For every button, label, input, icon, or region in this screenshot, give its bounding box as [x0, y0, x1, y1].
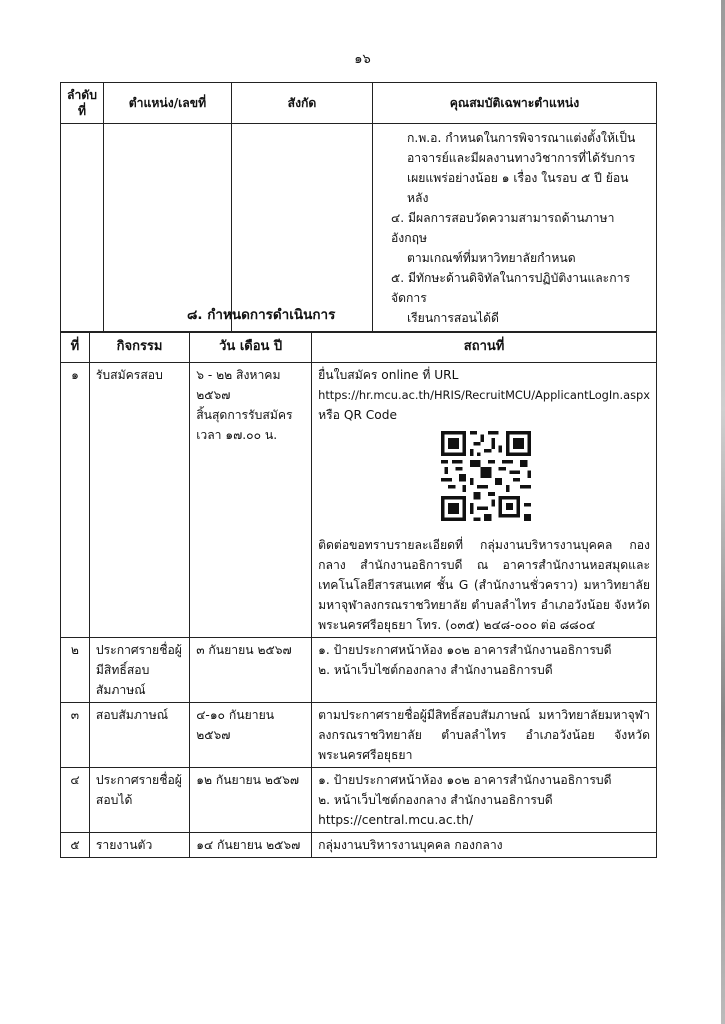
- date-line: เวลา ๑๗.๐๐ น.: [196, 428, 278, 442]
- qual-line: เรียนการสอนได้ดี: [406, 311, 499, 325]
- cell-position: [103, 124, 231, 333]
- qual-line: ก.พ.อ. กำหนดในการพิจารณาแต่งตั้งให้เป็น: [406, 131, 636, 145]
- row-activity: รายงานตัว: [89, 833, 189, 858]
- table-header-row: [61, 332, 657, 363]
- col-no: ที่: [61, 332, 90, 363]
- qualification-table: [60, 82, 657, 333]
- place-line: ๒. หน้าเว็บไซต์กองกลาง สำนักงานอธิการบดี: [318, 793, 553, 807]
- cell-qualification: [372, 124, 656, 333]
- col-qualification: คุณสมบัติเฉพาะตำแหน่ง: [372, 83, 656, 124]
- qual-line: ๕. มีทักษะด้านดิจิทัลในการปฏิบัติงานและการจัดการ: [390, 271, 630, 305]
- place-line: ยื่นใบสมัคร online ที่ URL: [318, 368, 459, 382]
- cell-order: [61, 124, 104, 333]
- place-line: ๑. ป้ายประกาศหน้าห้อง ๑๐๒ อาคารสำนักงานอธิการบดี: [318, 643, 612, 657]
- place-line: ๒. หน้าเว็บไซต์กองกลาง สำนักงานอธิการบดี: [318, 663, 553, 677]
- date-line: ๒๕๖๗: [196, 388, 231, 402]
- table-row: [61, 124, 657, 333]
- table-header-row: [61, 83, 657, 124]
- col-affiliation: สังกัด: [231, 83, 372, 124]
- col-place: สถานที่: [312, 332, 657, 363]
- table-row: [61, 768, 657, 833]
- cell-affiliation: [231, 124, 372, 333]
- row-place: กลุ่มงานบริหารงานบุคคล กองกลาง: [312, 833, 657, 858]
- central-url-link[interactable]: https://central.mcu.ac.th/: [318, 813, 474, 827]
- place-line: ๑. ป้ายประกาศหน้าห้อง ๑๐๒ อาคารสำนักงานอธิการบดี: [318, 773, 612, 787]
- scan-edge: [721, 0, 725, 1024]
- col-date: วัน เดือน ปี: [190, 332, 312, 363]
- row-no: ๕: [61, 833, 90, 858]
- application-url-link[interactable]: https://hr.mcu.ac.th/HRIS/RecruitMCU/ApplicantLogIn.aspx: [318, 388, 650, 402]
- row-activity: ประกาศรายชื่อผู้มีสิทธิ์สอบสัมภาษณ์: [89, 638, 189, 703]
- date-line: สิ้นสุดการรับสมัคร: [196, 408, 293, 422]
- row-activity: ประกาศรายชื่อผู้สอบได้: [89, 768, 189, 833]
- row-place: [312, 363, 657, 638]
- col-position: ตำแหน่ง/เลขที่: [103, 83, 231, 124]
- page-number: ๑๖: [354, 52, 371, 67]
- qual-line: ตามเกณฑ์ที่มหาวิทยาลัยกำหนด: [406, 251, 576, 265]
- row-no: ๑: [61, 363, 90, 638]
- contact-info: ติดต่อขอทราบรายละเอียดที่ กลุ่มงานบริหารงานบุคคล กองกลาง สำนักงานอธิการบดี ณ อาคารสำนักงานหอสมุดและเทคโนโลยีสารสนเทศ ชั้น G (สำนักงานชั่วคราว) มหาวิทยาลัยมหาจุฬาลงกรณราชวิทยาลัย ตำบลลำไทร อำเภอวังน้อย จังหวัดพระนครศรีอยุธยา โทร. (๐๓๕) ๒๔๘-๐๐๐ ต่อ ๘๘๐๔: [318, 538, 650, 632]
- row-place: [312, 768, 657, 833]
- col-order: ลำดับที่: [61, 83, 104, 124]
- qr-code-icon[interactable]: [441, 431, 531, 521]
- row-no: ๒: [61, 638, 90, 703]
- col-activity: กิจกรรม: [89, 332, 189, 363]
- row-activity: สอบสัมภาษณ์: [89, 703, 189, 768]
- table-row: [61, 363, 657, 638]
- qual-line: ๔. มีผลการสอบวัดความสามารถด้านภาษาอังกฤษ: [390, 211, 615, 245]
- date-line: ๖ - ๒๒ สิงหาคม: [196, 368, 281, 382]
- section-title: ๘. กำหนดการดำเนินการ: [187, 307, 336, 323]
- row-date: ๑๔ กันยายน ๒๕๖๗: [190, 833, 312, 858]
- table-row: [61, 833, 657, 858]
- row-activity: รับสมัครสอบ: [89, 363, 189, 638]
- row-place: ตามประกาศรายชื่อผู้มีสิทธิ์สอบสัมภาษณ์ มหาวิทยาลัยมหาจุฬาลงกรณราชวิทยาลัย ตำบลลำไทร อำเภอวังน้อย จังหวัดพระนครศรีอยุธยา: [312, 703, 657, 768]
- qual-line: เผยแพร่อย่างน้อย ๑ เรื่อง ในรอบ ๕ ปี ย้อนหลัง: [406, 171, 629, 205]
- row-no: ๔: [61, 768, 90, 833]
- row-date: ๓ กันยายน ๒๕๖๗: [190, 638, 312, 703]
- place-line: หรือ QR Code: [318, 408, 398, 422]
- qual-line: อาจารย์และมีผลงานทางวิชาการที่ได้รับการ: [406, 151, 636, 165]
- row-place: [312, 638, 657, 703]
- row-date: ๑๒ กันยายน ๒๕๖๗: [190, 768, 312, 833]
- table-row: [61, 703, 657, 768]
- row-no: ๓: [61, 703, 90, 768]
- row-date: ๔-๑๐ กันยายน ๒๕๖๗: [190, 703, 312, 768]
- schedule-table: [60, 331, 657, 858]
- row-date: [190, 363, 312, 638]
- table-row: [61, 638, 657, 703]
